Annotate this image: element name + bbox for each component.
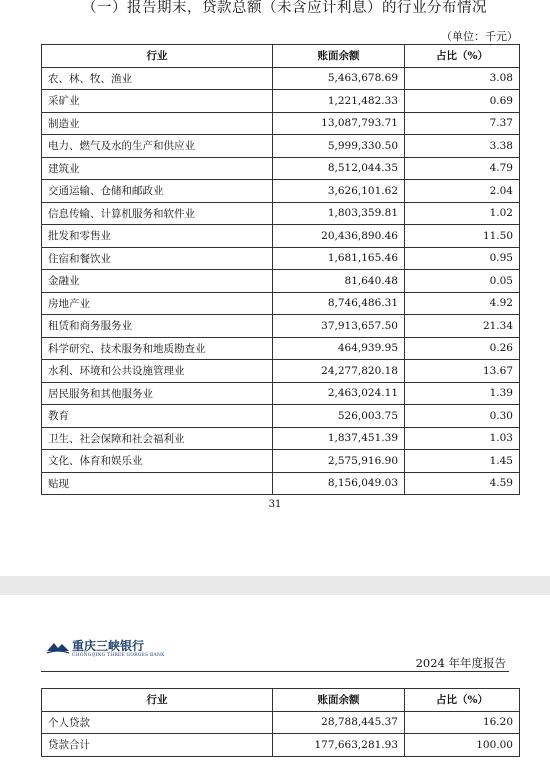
balance-cell: 5,999,330.50	[273, 135, 405, 158]
table-row	[42, 202, 520, 225]
balance-cell: 1,221,482.33	[273, 90, 405, 113]
industry-cell: 采矿业	[42, 90, 273, 113]
percent-cell: 2.04	[405, 180, 520, 203]
table-row	[42, 247, 520, 270]
column-header-balance: 账面余额	[273, 689, 405, 712]
percent-cell: 21.34	[405, 315, 520, 338]
percent-cell: 11.50	[405, 225, 520, 248]
industry-cell: 卫生、社会保障和社会福利业	[42, 427, 273, 450]
table-row	[42, 225, 520, 248]
table-row	[42, 292, 520, 315]
balance-cell: 24,277,820.18	[273, 360, 405, 383]
column-header-industry: 行业	[42, 45, 273, 68]
column-header-percent: 占比（%）	[405, 689, 520, 712]
column-header-percent: 占比（%）	[405, 45, 520, 68]
table-row	[42, 382, 520, 405]
three-gorges-bank-logo-icon	[46, 640, 70, 654]
balance-cell: 13,087,793.71	[273, 112, 405, 135]
industry-cell: 租赁和商务服务业	[42, 315, 273, 338]
percent-cell: 4.92	[405, 292, 520, 315]
percent-cell: 0.95	[405, 247, 520, 270]
balance-cell: 8,746,486.31	[273, 292, 405, 315]
industry-cell: 住宿和餐饮业	[42, 247, 273, 270]
balance-cell: 5,463,678.69	[273, 67, 405, 90]
percent-cell: 1.39	[405, 382, 520, 405]
industry-cell: 农、林、牧、渔业	[42, 67, 273, 90]
page-number: 31	[268, 499, 282, 510]
balance-cell: 2,575,916.90	[273, 450, 405, 473]
table-row	[42, 734, 520, 757]
percent-cell: 0.26	[405, 337, 520, 360]
percent-cell: 1.45	[405, 450, 520, 473]
balance-cell: 526,003.75	[273, 405, 405, 428]
percent-cell: 4.79	[405, 157, 520, 180]
percent-cell: 3.38	[405, 135, 520, 158]
unit-label: （单位：千元）	[441, 30, 518, 43]
percent-cell: 1.02	[405, 202, 520, 225]
industry-cell: 制造业	[42, 112, 273, 135]
industry-cell: 信息传输、计算机服务和软件业	[42, 202, 273, 225]
table-header-row	[42, 689, 520, 712]
balance-cell: 8,512,044.35	[273, 157, 405, 180]
header-rule	[41, 671, 509, 672]
logo-bank-name: 重庆三峡银行	[72, 639, 145, 653]
balance-cell: 3,626,101.62	[273, 180, 405, 203]
balance-cell: 81,640.48	[273, 270, 405, 293]
table-row	[42, 405, 520, 428]
industry-cell: 教育	[42, 405, 273, 428]
table-row	[42, 472, 520, 495]
logo-bank-english-name: CHONGQING THREE GORGES BANK	[72, 653, 165, 658]
industry-cell: 贷款合计	[42, 734, 273, 757]
industry-cell: 个人贷款	[42, 711, 273, 734]
percent-cell: 3.08	[405, 67, 520, 90]
industry-cell: 文化、体育和娱乐业	[42, 450, 273, 473]
industry-cell: 金融业	[42, 270, 273, 293]
table-row	[42, 337, 520, 360]
industry-cell: 交通运输、仓储和邮政业	[42, 180, 273, 203]
balance-cell: 1,803,359.81	[273, 202, 405, 225]
page-separator	[0, 576, 550, 595]
column-header-balance: 账面余额	[273, 45, 405, 68]
table-row	[42, 67, 520, 90]
balance-cell: 28,788,445.37	[273, 711, 405, 734]
table-row	[42, 450, 520, 473]
industry-cell: 居民服务和其他服务业	[42, 382, 273, 405]
industry-cell: 电力、燃气及水的生产和供应业	[42, 135, 273, 158]
balance-cell: 464,939.95	[273, 337, 405, 360]
section-heading: （一）报告期末，贷款总额（未含应计利息）的行业分布情况	[82, 0, 487, 16]
table-header-row	[42, 45, 520, 68]
balance-cell: 8,156,049.03	[273, 472, 405, 495]
industry-cell: 批发和零售业	[42, 225, 273, 248]
balance-cell: 2,463,024.11	[273, 382, 405, 405]
percent-cell: 16.20	[405, 711, 520, 734]
loan-summary-table	[41, 688, 520, 757]
percent-cell: 7.37	[405, 112, 520, 135]
industry-loan-table	[41, 44, 520, 495]
balance-cell: 177,663,281.93	[273, 734, 405, 757]
percent-cell: 100.00	[405, 734, 520, 757]
table-row	[42, 270, 520, 293]
table-row	[42, 360, 520, 383]
table-row	[42, 180, 520, 203]
table-row	[42, 711, 520, 734]
industry-cell: 房地产业	[42, 292, 273, 315]
report-title: 2024 年年度报告	[415, 656, 506, 670]
table-row	[42, 112, 520, 135]
percent-cell: 4.59	[405, 472, 520, 495]
column-header-industry: 行业	[42, 689, 273, 712]
table-row	[42, 157, 520, 180]
document-page-32	[0, 595, 550, 762]
balance-cell: 1,681,165.46	[273, 247, 405, 270]
percent-cell: 0.05	[405, 270, 520, 293]
table-row	[42, 315, 520, 338]
percent-cell: 13.67	[405, 360, 520, 383]
balance-cell: 37,913,657.50	[273, 315, 405, 338]
balance-cell: 20,436,890.46	[273, 225, 405, 248]
industry-cell: 科学研究、技术服务和地质勘查业	[42, 337, 273, 360]
table-row	[42, 90, 520, 113]
industry-cell: 贴现	[42, 472, 273, 495]
percent-cell: 0.69	[405, 90, 520, 113]
percent-cell: 0.30	[405, 405, 520, 428]
table-row	[42, 135, 520, 158]
percent-cell: 1.03	[405, 427, 520, 450]
table-row	[42, 427, 520, 450]
industry-cell: 建筑业	[42, 157, 273, 180]
industry-cell: 水利、环境和公共设施管理业	[42, 360, 273, 383]
balance-cell: 1,837,451.39	[273, 427, 405, 450]
